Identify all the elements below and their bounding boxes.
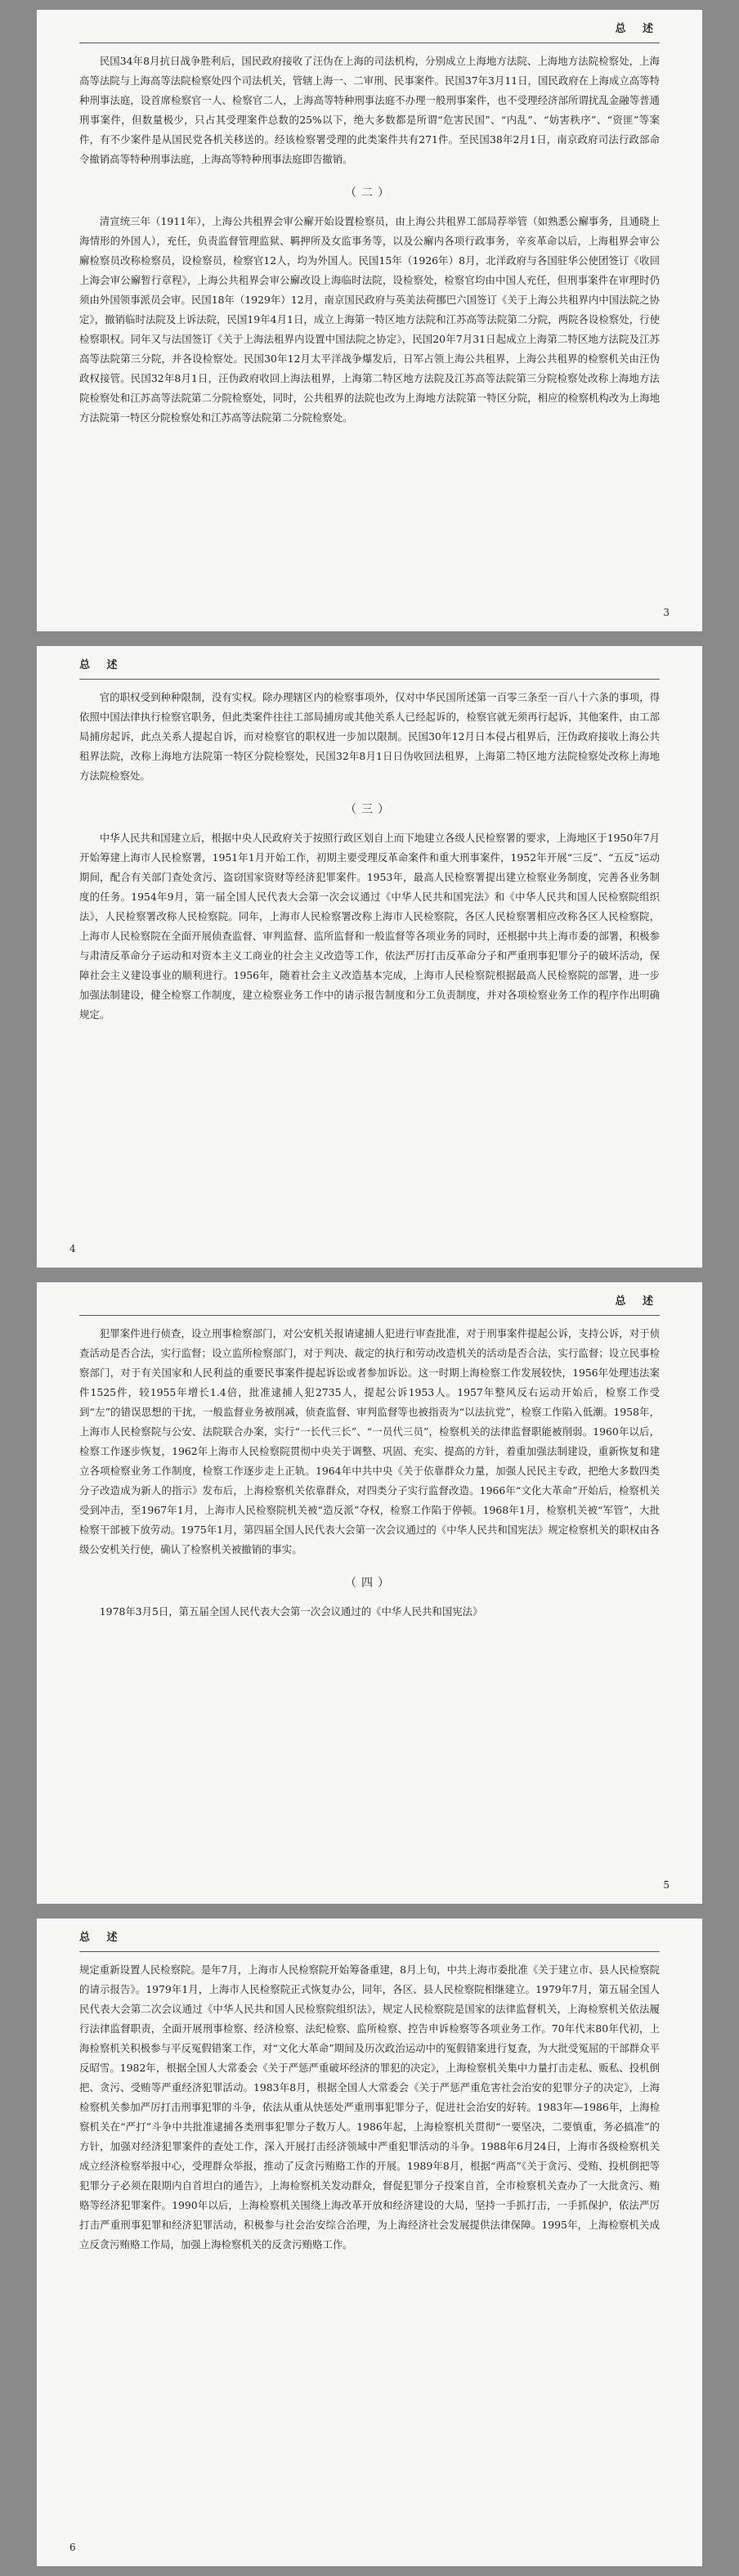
page-header <box>79 1282 660 1316</box>
section-heading-3: （三） <box>345 803 394 816</box>
page-5 <box>37 1282 702 1904</box>
page-number: 4 <box>69 1243 76 1254</box>
header-title: 总 述 <box>79 659 124 671</box>
page-header <box>79 646 660 680</box>
header-title: 总 述 <box>615 23 660 35</box>
page-5-body-paragraph: 1978年3月5日，第五届全国人民代表大会第一次会议通过的《中华人民共和国宪法》 <box>99 1605 483 1618</box>
page-number: 6 <box>69 2542 76 2553</box>
section-heading-4: （四） <box>345 1577 394 1590</box>
page-3-top-paragraph: 民国34年8月抗日战争胜利后，国民政府接收了汪伪在上海的司法机构，分别成立上海地方法院、上海地方法院检察处，上海高等法院与上海高等法院检察处四个司法机关，管辖上海一、二审刑、民事案件。民国37年3月11日，国民政府在上海成立高等特种刑事法庭，设首席检察官一人、检察官二人，上海高等特种刑事法庭不办理一般刑事案件，也不受理经济部所谓扰乱金融等普通刑事案件，但数量极少，只占其受理案件总数的25%以下，绝大多数都是所谓“危害民国”、“内乱”、“妨害秩序”、“资匪”等案件，有不少案件是从国民党各机关移送的。经该检察署受理的此类案件共有271件。至民国38年2月1日，南京政府司法行政部命令撤销高等特种刑事法庭，上海高等特种刑事法庭即告撤销。 <box>79 55 660 165</box>
page-6-top-paragraph: 规定重新设置人民检察院。是年7月，上海市人民检察院开始筹备重建，8月上旬，中共上海市委批准《关于建立市、县人民检察院的请示报告》。1979年1月，上海市人民检察院正式恢复办公，同年，各区、县人民检察院相继建立。1979年7月，第五届全国人民代表大会第二次会议通过《中华人民共和国人民检察院组织法》，规定人民检察院是国家的法律监督机关，上海检察机关依法履行法律监督职责，全面开展刑事检察、经济检察、法纪检察、监所检察、控告申诉检察等各项业务工作。70年代末80年代初，上海检察机关积极参与平反冤假错案工作，对“文化大革命”期间及历次政治运动中的冤假错案进行复查，为大批受冤屈的干部群众平反昭雪。1982年，根据全国人大常委会《关于严惩严重破坏经济的罪犯的决定》，上海检察机关集中力量打击走私、贩私、投机倒把、贪污、受贿等严重经济犯罪活动。1983年8月，根据全国人大常委会《关于严惩严重危害社会治安的犯罪分子的决定》，上海检察机关参加严厉打击刑事犯罪的斗争，依法从重从快惩处严重刑事犯罪分子，促进社会治安的好转。1983年—1986年，上海检察机关在“严打”斗争中共批准逮捕各类刑事犯罪分子数万人。1986年起，上海检察机关贯彻“一要坚决，二要慎重，务必搞准”的方针，加强对经济犯罪案件的查处工作，深入开展打击经济领域中严重犯罪活动的斗争。1988年6月24日，上海市各级检察机关成立经济检察举报中心，受理群众举报，推动了反贪污贿赂工作的开展。1989年8月，根据“两高”《关于贪污、受贿、投机倒把等犯罪分子必须在限期内自首坦白的通告》，上海检察机关发动群众，督促犯罪分子投案自首，全市检察机关查办了一大批贪污、贿赂等经济犯罪案件。1990年以后，上海检察机关围绕上海改革开放和经济建设的大局，坚持一手抓打击，一手抓保护，依法严厉打击严重刑事犯罪和经济犯罪活动，积极参与社会治安综合治理，为上海经济社会发展提供法律保障。1995年，上海检察机关成立反贪污贿赂工作局，加强上海检察机关的反贪污贿赂工作。 <box>79 1963 660 2251</box>
page-3 <box>37 10 702 631</box>
section-heading-2: （二） <box>345 186 394 200</box>
page-4-body-paragraph: 中华人民共和国建立后，根据中央人民政府关于按照行政区划自上而下地建立各级人民检察署的要求，上海地区于1950年7月开始筹建上海市人民检察署，1951年1月开始工作，初期主要受理反革命案件和重大刑事案件，1952年开展“三反”、“五反”运动期间，配合有关部门查处贪污、盗窃国家资财等经济犯罪案件。1953年，最高人民检察署提出建立检察业务制度，完善各业务制度的任务。1954年9月，第一届全国人民代表大会第一次会议通过《中华人民共和国宪法》和《中华人民共和国人民检察院组织法》，人民检察署改称人民检察院。同年，上海市人民检察署改称上海市人民检察院，各区人民检察署相应改称各区人民检察院，上海市人民检察院在全面开展侦查监督、审判监督、监所监督和一般监督等各项业务的同时，还根据中共上海市委的部署，积极参与肃清反革命分子运动和对资本主义工商业的社会主义改造等工作，依法严厉打击反革命分子和严重刑事犯罪分子的破坏活动，保障社会主义建设事业的顺利进行。1956年，随着社会主义改造基本完成，上海市人民检察院根据最高人民检察院的部署，进一步加强法制建设，健全检察工作制度，建立检察业务工作中的请示报告制度和分工负责制度，并对各项检察业务工作的程序作出明确规定。 <box>79 832 660 1021</box>
page-3-body-paragraph: 清宣统三年（1911年），上海公共租界会审公廨开始设置检察员，由上海公共租界工部局荐举管（如熟悉公廨事务，且通晓上海情形的外国人），充任，负责监督管理监狱、羁押所及女监事务等，以及公廨内各项行政事务，辛亥革命以后，上海租界会审公廨检察员改称检察员，设检察员，检察官12人，均为外国人。民国15年（1926年）8月，北洋政府与各国驻华公使团签订《收回上海会审公廨暂行章程》，上海公共租界会审公廨改设上海临时法院，设检察处，检察官均由中国人充任，但刑事案件在审理时仍须由外国领事派员会审。民国18年（1929年）12月，南京国民政府与英美法荷挪巴六国签订《关于上海公共租界内中国法院之协定》，撤销临时法院及上诉法院，民国19年4月1日，成立上海第一特区地方法院和江苏高等法院第二分院，两院各设检察处，行使检察职权。同年又与法国签订《关于上海法租界内设置中国法院之协定》，民国20年7月31日起成立上海第二特区地方法院及江苏高等法院第三分院，并各设检察处。民国30年12月太平洋战争爆发后，日军占领上海公共租界，上海公共租界的检察机关由汪伪政权接管。民国32年8月1日，汪伪政府收回上海法租界，上海第二特区地方法院及江苏高等法院第三分院检察处改称上海地方法院检察处和江苏高等法院第二分院检察处，同时，公共租界的法院也改为上海地方法院第一特区分院，相应的检察机构改为上海地方法院第一特区分院检察处和江苏高等法院第二分院检察处。 <box>79 215 660 424</box>
page-number: 5 <box>663 1879 670 1891</box>
page-4-top-paragraph: 官的职权受到种种限制，没有实权。除办理辖区内的检察事项外，仅对中华民国所述第一百零三条至一百八十六条的事项，得依照中国法律执行检察官职务，但此类案件往往工部局捕房或其他关系人已经起诉的，检察官就无须再行起诉，其他案件，由工部局捕房起诉，此点关系人提起自诉，而对检察官的职权进一步加以限制。民国30年12月日本侵占租界后，汪伪政府接收上海公共租界法院，改称上海地方法院第一特区分院检察处，民国32年8月1日日伪收回法租界，上海第二特区地方法院检察处改称上海地方法院检察处。 <box>79 691 660 782</box>
header-title: 总 述 <box>79 1932 124 1944</box>
page-5-top-paragraph: 犯罪案件进行侦查，设立刑事检察部门，对公安机关报请逮捕人犯进行审查批准，对于刑事案件提起公诉，支持公诉，对于侦查活动是否合法，实行监督；设立监所检察部门，对于判决、裁定的执行和劳动改造机关的活动是否合法，实行监督；设立民事检察部门，对于有关国家和人民利益的重要民事案件提起诉讼或者参加诉讼。这一时期上海检察工作发展较快，1956年处理违法案件1525件，较1955年增长1.4倍，批准逮捕人犯2735人，提起公诉1953人。1957年整风反右运动开始后，检察工作受到“左”的错误思想的干扰，一般监督业务被削减，侦查监督、审判监督等也被指责为“以法抗党”，检察工作陷入低潮。1958年，上海市人民检察院与公安、法院联合办案，实行“一长代三长”、“一员代三员”，检察机关的法律监督职能被削弱。1960年以后，检察工作逐步恢复，1962年上海市人民检察院贯彻中央关于调整、巩固、充实、提高的方针，着重加强法制建设，重新恢复和建立各项检察业务工作制度，检察工作逐步走上正轨。1964年中共中央《关于依靠群众力量，加强人民民主专政，把绝大多数四类分子改造成为新人的指示》发布后，上海检察机关依靠群众，对四类分子实行监督改造。1966年“文化大革命”开始后，检察机关受到冲击，至1967年1月，上海市人民检察院机关被“造反派”夺权，检察工作陷于停顿。1968年1月，检察机关被“军管”，大批检察干部被下放劳动。1975年1月，第四届全国人民代表大会第一次会议通过的《中华人民共和国宪法》规定检察机关的职权由各级公安机关行使，确认了检察机关被撤销的事实。 <box>79 1327 660 1555</box>
page-header <box>79 10 660 43</box>
page-4 <box>37 646 702 1268</box>
page-header <box>79 1919 660 1952</box>
page-6 <box>37 1919 702 2566</box>
page-number: 3 <box>663 607 670 618</box>
header-title: 总 述 <box>615 1295 660 1308</box>
